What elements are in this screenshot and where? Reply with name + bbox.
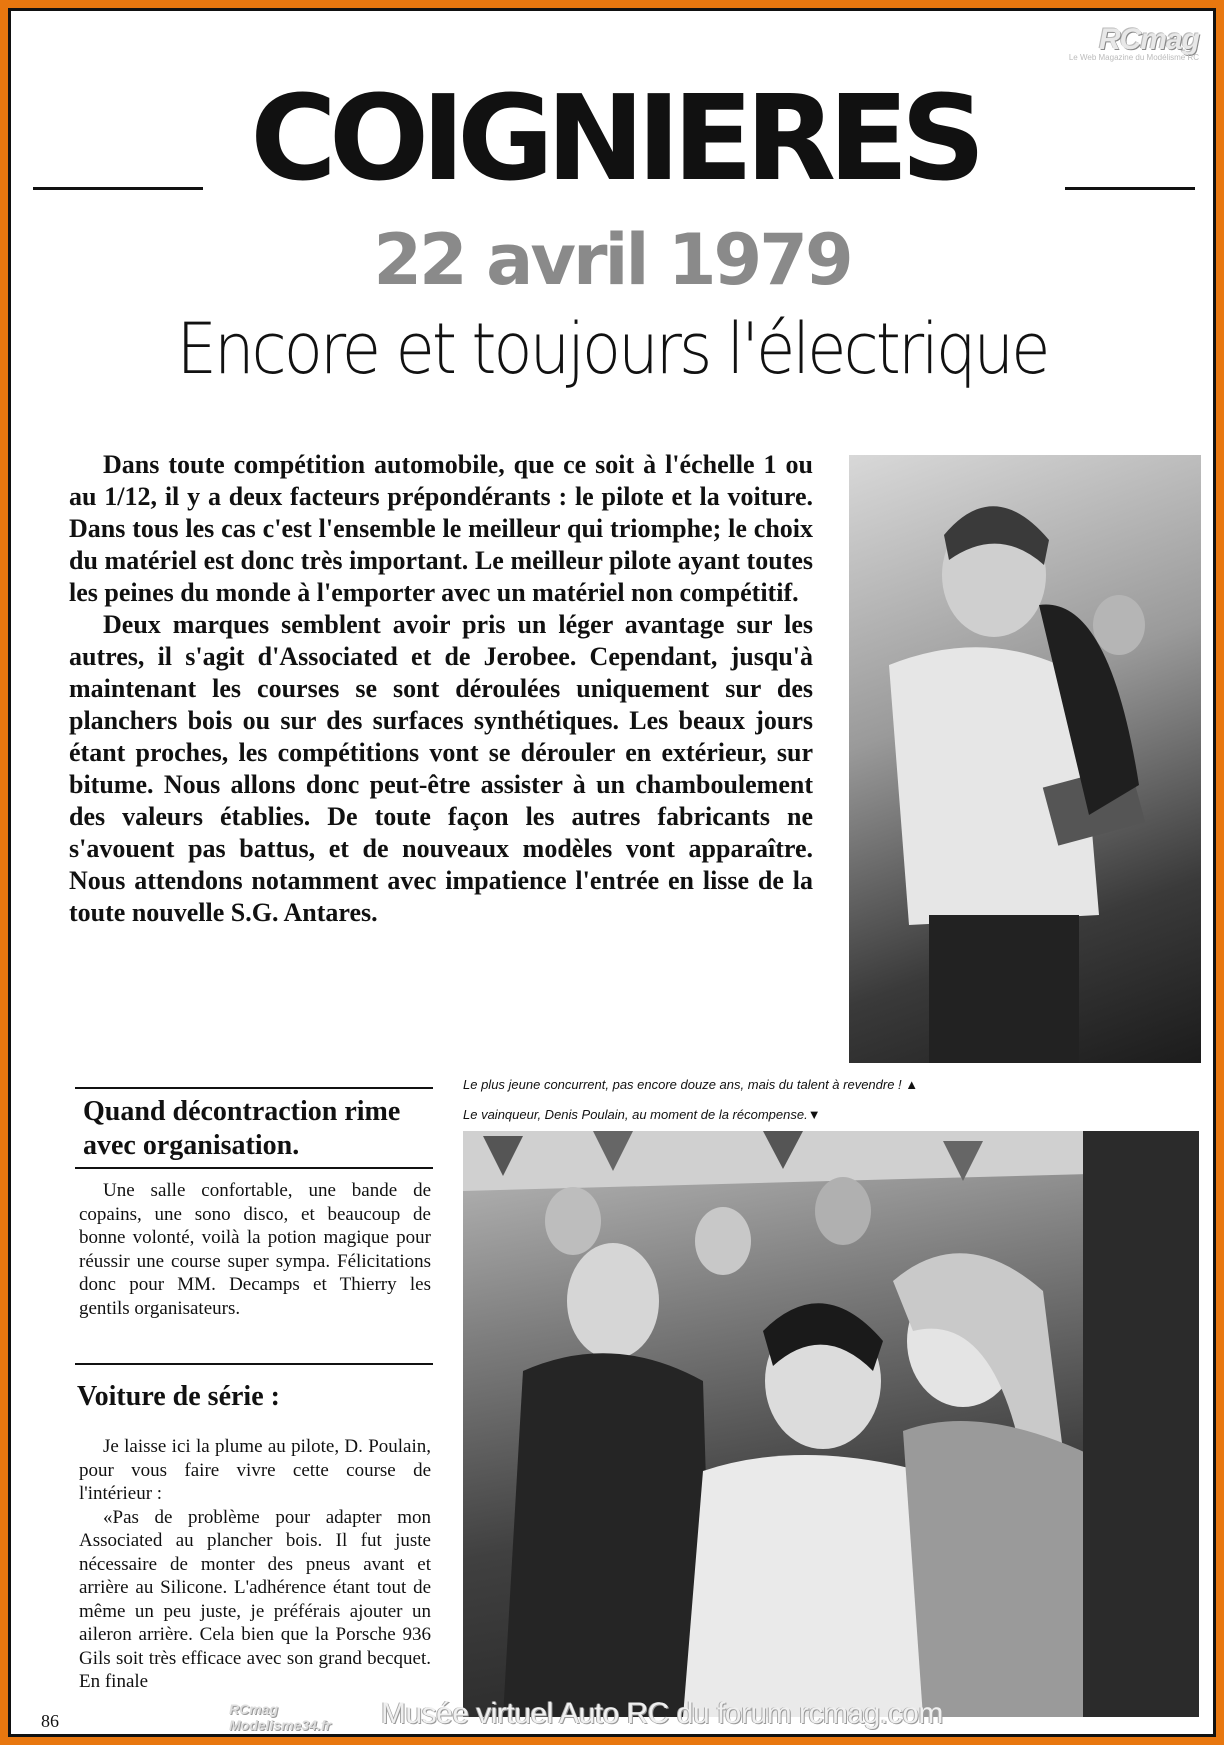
rcmag-logo[interactable] — [1069, 23, 1199, 62]
watermark-left-line-2: Modelisme34.fr — [229, 1717, 331, 1733]
photo1-caption: Le plus jeune concurrent, pas encore douze ans, mais du talent à revendre ! ▲ — [463, 1077, 919, 1092]
box-title: Quand décontraction rime avec organisation. — [83, 1096, 401, 1161]
page-title — [33, 69, 1195, 207]
photo-winner-image — [463, 1131, 1199, 1717]
photo2-caption: Le vainqueur, Denis Poulain, au moment de la récompense.▼ — [463, 1107, 821, 1122]
box-title-rule — [75, 1167, 433, 1169]
page-number: 86 — [41, 1711, 59, 1731]
page-title-text: COIGNIERES — [240, 69, 987, 207]
box-top-rule — [75, 1087, 433, 1089]
section-paragraph-1: Je laisse ici la plume au pilote, D. Poulain, pour vous faire vivre cette course de l'intérieur : — [79, 1436, 431, 1504]
photo-young-competitor-image — [849, 455, 1201, 1063]
article-subtitle: Encore et toujours l'électrique — [176, 309, 1048, 391]
magazine-page — [8, 8, 1216, 1737]
watermark-left-line-1: RCmag — [229, 1701, 279, 1717]
box-text — [79, 1179, 431, 1320]
watermark-text: Musée virtuel Auto RC du forum rcmag.com — [381, 1697, 943, 1730]
section-paragraph-2: «Pas de problème pour adapter mon Associated au plancher bois. Il fut juste nécessaire de monter des pneus avant et arrière au Silicone. L'adhérence étant tout de même un peu juste, je préférais ajouter un aileron arrière. Cela bien que la Porsche 936 Gils soit très efficace avec son grand becquet. En finale — [79, 1506, 431, 1692]
logo-text: RCmag — [1098, 23, 1199, 56]
intro-paragraph-1: Dans toute compétition automobile, que ce soit à l'échelle 1 ou au 1/12, il y a deux facteurs prépondérants : le pilote et la voiture. Dans tous les cas c'est l'ensemble le meilleur qui triomphe; le choix du matériel est donc très important. Le meilleur pilote ayant toutes les peines du monde à l'emporter avec un matériel non compétitif. — [69, 450, 813, 607]
photo-young-competitor — [849, 455, 1201, 1063]
logo-tagline: Le Web Magazine du Modélisme RC — [1068, 53, 1199, 62]
section-title: Voiture de série : — [77, 1381, 280, 1412]
intro-text — [69, 449, 813, 929]
event-date: 22 avril 1979 — [373, 219, 851, 301]
title-row — [33, 69, 1195, 207]
section-text — [79, 1435, 431, 1694]
box-paragraph: Une salle confortable, une bande de copains, une sono disco, et beaucoup de bonne volonté, voilà la potion magique pour réussir une course super sympa. Félicitations donc pour MM. Decamps et Thierry les gentils organisateurs. — [79, 1180, 431, 1319]
intro-paragraph-2: Deux marques semblent avoir pris un léger avantage sur les autres, il s'agit d'Associated et de Jerobee. Cependant, jusqu'à maintenant les courses se sont déroulées uniquement sur des planchers bois ou sur des surfaces synthétiques. Les beaux jours étant proches, les compétitions vont se dérouler en extérieur, sur bitume. Nous allons donc peut-être assister à un chamboulement des valeurs établies. De toute façon les autres fabricants ne s'avouent pas battus, et de nouveaux modèles vont apparaître. Nous attendons notamment avec impatience l'entrée en lisse de la toute nouvelle S.G. Antares. — [69, 610, 813, 927]
photo-winner — [463, 1131, 1199, 1717]
section-rule — [75, 1363, 433, 1365]
watermark-left — [229, 1701, 331, 1733]
